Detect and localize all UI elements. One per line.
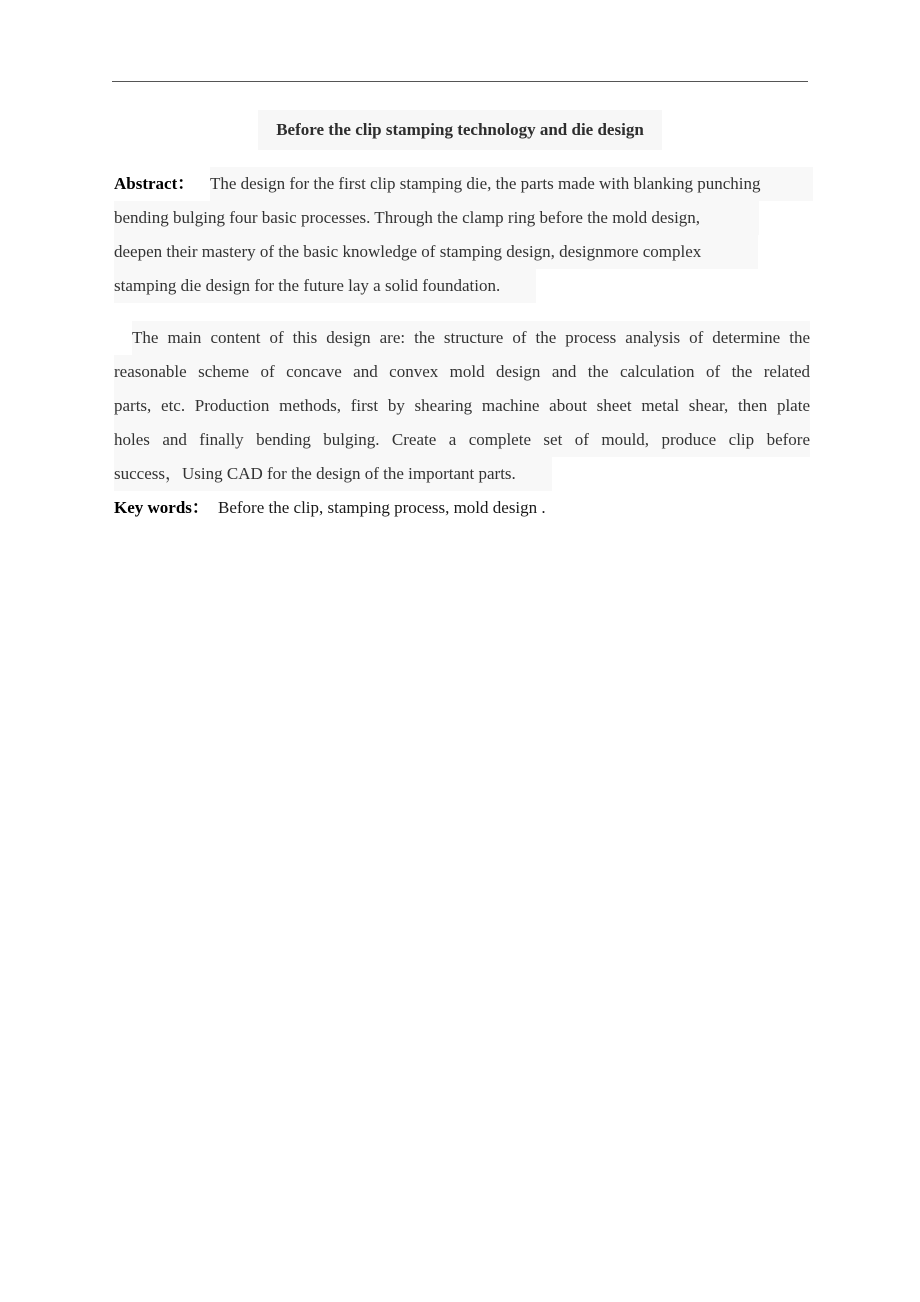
abstract-line: stamping die design for the future lay a solid foundation. [114,269,536,303]
abstract-line: deepen their mastery of the basic knowledge of stamping design, designmore complex [114,235,758,269]
abstract-line: The design for the first clip stamping die, the parts made with blanking punching [210,167,813,201]
keywords-text: Before the clip, stamping process, mold design . [218,498,546,517]
header-rule [112,81,808,82]
content-line: holes and finally bending bulging. Create a complete set of mould, produce clip before [114,423,810,457]
content-line: success，Using CAD for the design of the important parts. [114,457,552,491]
document-title: Before the clip stamping technology and die design [258,110,662,150]
abstract-line: bending bulging four basic processes. Through the clamp ring before the mold design, [114,201,759,235]
abstract-label: Abstract： [114,174,195,193]
content-line: parts, etc. Production methods, first by shearing machine about sheet metal shear, then plate [114,389,810,423]
content-line: reasonable scheme of concave and convex mold design and the calculation of the related [114,355,810,389]
keywords-label: Key words： [114,498,209,517]
content-line: The main content of this design are: the structure of the process analysis of determine the [132,321,810,355]
